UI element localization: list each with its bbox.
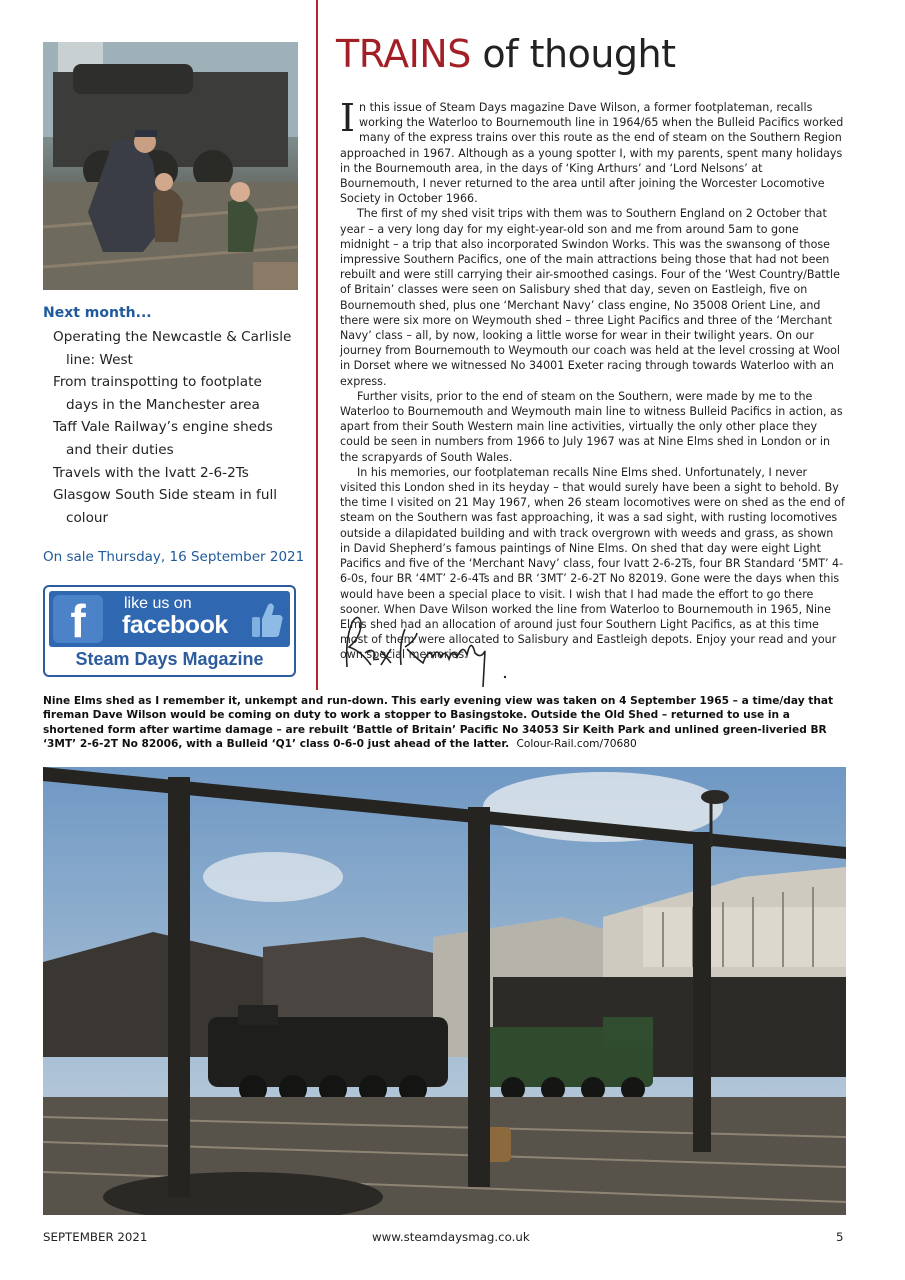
drop-cap: I [340,96,356,140]
facebook-promo[interactable] [43,585,296,677]
list-item: Glasgow South Side steam in full colour [53,487,277,526]
list-item: From trainspotting to footplate days in the Manchester area [53,374,262,413]
list-item: Taff Vale Railway’s engine sheds and their duties [53,419,273,458]
footer-website-link[interactable]: www.steamdaysmag.co.uk [372,1230,530,1244]
column-divider [316,0,318,690]
on-sale-date: On sale Thursday, 16 September 2021 [43,549,305,565]
nine-elms-shed-photo [43,767,846,1215]
footer-issue-date: SEPTEMBER 2021 [43,1230,148,1244]
article-body [340,96,845,663]
facebook-banner [49,591,290,647]
list-item: Operating the Newcastle & Carlisle line: West [53,329,292,368]
article-paragraph: The first of my shed visit trips with them was to Southern England on 2 October that year – a very long day for my eight-year-old son and me from around 5am to gone midnight – a trip that also incorporated Swindon Works. This was the swansong of those impressive Southern Pacifics, one of the main attractions being those that had not been rebuilt and were still carrying their air-smoothed casings. Four of the ‘West Country/Battle of Britain’ classes were seen on Salisbury shed that day, seven on Eastleigh, five on Bournemouth shed, plus one ‘Merchant Navy’ class engine, No 35008 Orient Line, and there were six more on Weymouth shed – three Light Pacifics and three of the ‘Merchant Navy’ class – all, by now, looking a little worse for wear in their twilight years. On our journey from Bournemouth to Weymouth our coach was held at the level crossing at Wool in Dorset where we witnessed No 34001 Exeter racing through towards Waterloo with an express. [340,207,840,388]
title-red-word: TRAINS [336,32,471,76]
list-item: Travels with the Ivatt 2-6-2Ts [53,464,249,481]
nine-elms-shed-illustration [43,767,846,1215]
next-month-list [53,326,298,529]
article-paragraph: In this issue of Steam Days magazine Dave Wilson, a former footplateman, recalls working the Waterloo to Bournemouth line in 1964/65 when the Bulleid Pacifics worked many of the express trains over this route as the end of steam on the Southern Region approached in 1967. Although as a young spotter I, with my parents, spent many holidays in the Bournemouth area, in the days of ‘King Arthurs’ and ‘Lord Nelsons’ at Bournemouth, I never returned to the area until after joining the Worcester Locomotive Society in October 1966. [340,96,844,206]
facebook-logo-icon: f [53,595,103,643]
footplateman-photo-illustration [43,42,298,290]
article-title [336,32,676,76]
next-month-title: Next month... [43,305,152,321]
article-paragraph: In his memories, our footplateman recalls Nine Elms shed. Unfortunately, I never visited this London shed in its heyday – that would surely have been a sight to behold. By the time I visited on 21 May 1967, when 26 steam locomotives were on shed as the end of steam on the Southern was fast approaching, it was a sad sight, with rusting locomotives outside a dilapidated building and with track overgrown with weeds and grass, as shown in David Shepherd’s famous paintings of Nine Elms. On shed that day were eight Light Pacifics and five of the ‘Merchant Navy’ class, four Ivatt 2-6-2Ts, four BR Standard ‘5MT’ 4-6-0s, four BR ‘4MT’ 2-6-4Ts and BR ‘3MT’ 2-6-2T No 82019. Gone were the days when this would have been a special place to visit. I wish that I had made the effort to go there sooner. When Dave Wilson worked the line from Waterloo to Bournemouth in 1965, Nine Elms shed had an allocation of around just four Southern Light Pacifics, as at this time most of them were allocated to Salisbury and Eastleigh depots. Enjoy your read and your own special memories. [340,465,845,662]
article-paragraph: Further visits, prior to the end of steam on the Southern, were made by me to the Waterloo to Bournemouth and Weymouth main line to witness Bulleid Pacifics in action, as apart from their South Western main line activities, virtually the only other place they could be seen in numbers from 1966 to July 1967 was at Nine Elms shed in London or in the scrapyards of South Wales. [340,389,843,464]
photo-caption: Nine Elms shed as I remember it, unkempt and run-down. This early evening view was taken on 4 September 1965 – a time/day that fireman Dave Wilson would be coming on duty to work a stopper to Basingstoke. Outside the Old Shed – returned to use in a shortened form after wartime damage – are rebuilt ‘Battle of Britain’ Pacific No 34053 Sir Keith Park and unlined green-liveried BR ‘3MT’ 2-6-2T No 82006, with a Bulleid ‘Q1’ class 0-6-0 just ahead of the latter. Colour-Rail.com/70680 [43,695,834,750]
top-left-photo [43,42,298,290]
photo-credit: Colour-Rail.com/70680 [516,737,637,750]
page-number: 5 [836,1230,844,1244]
facebook-wordmark: facebook [122,611,228,639]
signature-image [335,607,515,689]
facebook-page-name: Steam Days Magazine [75,649,264,669]
like-us-on-label: like us on [124,595,192,612]
thumbs-up-icon [250,599,284,639]
title-rest: of thought [470,32,676,76]
